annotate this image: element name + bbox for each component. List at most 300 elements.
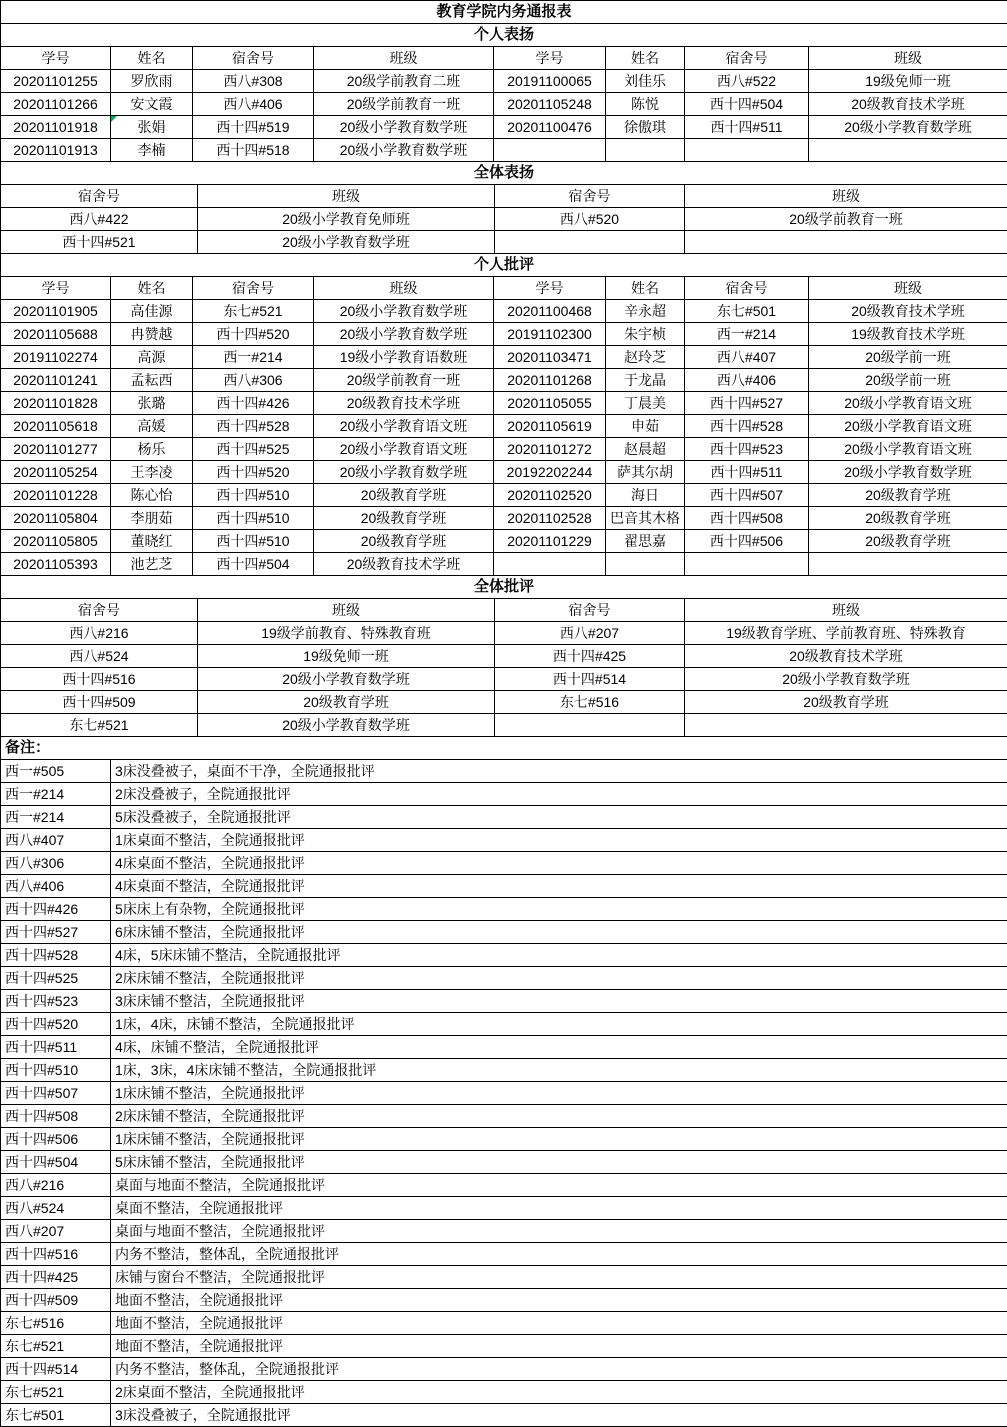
- cell: 地面不整洁，全院通报批评: [111, 1312, 1007, 1335]
- cell: 桌面与地面不整洁，全院通报批评: [111, 1220, 1007, 1243]
- cell: 西十四#523: [1, 990, 111, 1013]
- cell: [809, 139, 1007, 162]
- table-row: [1, 1082, 1007, 1105]
- table-row: [1, 1312, 1007, 1335]
- cell: 西十四#528: [685, 415, 809, 438]
- table-row: [1, 760, 1007, 783]
- cell: 2床桌面不整洁，全院通报批评: [111, 1381, 1007, 1404]
- cell: 西十四#507: [1, 1082, 111, 1105]
- cell: 20201103471: [494, 346, 606, 369]
- cell: 西十四#426: [1, 898, 111, 921]
- table-row: [1, 852, 1007, 875]
- header-cell: 姓名: [111, 277, 193, 300]
- table-row: [1, 668, 1007, 691]
- header-cell: 学号: [494, 277, 606, 300]
- cell: 张娟: [111, 116, 193, 139]
- cell: 20201101228: [1, 484, 111, 507]
- cell: 20级学前教育一班: [314, 93, 494, 116]
- cell: 20201105688: [1, 323, 111, 346]
- header-cell: 姓名: [111, 47, 193, 70]
- cell: 20级小学教育数学班: [809, 116, 1007, 139]
- cell: 罗欣雨: [111, 70, 193, 93]
- table-row: [1, 1220, 1007, 1243]
- cell: 萨其尔胡: [606, 461, 685, 484]
- table-row: [1, 622, 1007, 645]
- cell: 20级学前一班: [809, 369, 1007, 392]
- cell: 西十四#516: [1, 668, 198, 691]
- cell: 6床床铺不整洁，全院通报批评: [111, 921, 1007, 944]
- cell: 西十四#520: [1, 1013, 111, 1036]
- cell: 西十四#518: [193, 139, 314, 162]
- cell: 东七#521: [1, 714, 198, 737]
- cell: 西八#524: [1, 1197, 111, 1220]
- cell: 20级小学教育数学班: [314, 461, 494, 484]
- cell: 20201101229: [494, 530, 606, 553]
- table-row: [1, 645, 1007, 668]
- cell: 西八#216: [1, 622, 198, 645]
- cell: 西十四#508: [685, 507, 809, 530]
- cell: 西十四#511: [1, 1036, 111, 1059]
- cell: 20201102520: [494, 484, 606, 507]
- cell: 20级教育学班: [685, 691, 1007, 714]
- cell: 20191102300: [494, 323, 606, 346]
- cell: 陈悦: [606, 93, 685, 116]
- cell: 20201102528: [494, 507, 606, 530]
- cell: 西十四#509: [1, 1289, 111, 1312]
- table-row: [1, 415, 1007, 438]
- individual-praise-table: [0, 0, 1007, 162]
- cell: 西十四#523: [685, 438, 809, 461]
- cell: 东七#516: [1, 1312, 111, 1335]
- table-row: [1, 1243, 1007, 1266]
- header-cell: 班级: [809, 47, 1007, 70]
- cell: 西十四#511: [685, 461, 809, 484]
- cell: 西十四#528: [1, 944, 111, 967]
- group-criticism-table: [0, 575, 1007, 737]
- cell: 20级学前教育二班: [314, 70, 494, 93]
- table-row: [1, 116, 1007, 139]
- cell: 20级小学教育数学班: [198, 231, 495, 254]
- cell: 20级小学教育语文班: [314, 415, 494, 438]
- cell: 20201105254: [1, 461, 111, 484]
- cell: 3床没叠被子，桌面不干净，全院通报批评: [111, 760, 1007, 783]
- cell: 1床，3床，4床床铺不整洁，全院通报批评: [111, 1059, 1007, 1082]
- cell: [685, 231, 1007, 254]
- cell: 巴音其木格: [606, 507, 685, 530]
- table-row: [1, 990, 1007, 1013]
- table-row: [1, 392, 1007, 415]
- cell: 20201105805: [1, 530, 111, 553]
- cell: 孟耘西: [111, 369, 193, 392]
- table-row: [1, 70, 1007, 93]
- cell: 高源: [111, 346, 193, 369]
- cell: 20级小学教育数学班: [685, 668, 1007, 691]
- table-row: [1, 691, 1007, 714]
- cell: 20级学前教育一班: [685, 208, 1007, 231]
- table-row: [1, 553, 1007, 576]
- cell: 20级教育学班: [809, 484, 1007, 507]
- cell: 20级教育技术学班: [314, 392, 494, 415]
- table-row: [1, 1013, 1007, 1036]
- cell: 东七#501: [685, 300, 809, 323]
- header-cell: 学号: [494, 47, 606, 70]
- table-row: [1, 875, 1007, 898]
- cell: 申茹: [606, 415, 685, 438]
- cell: 20201101913: [1, 139, 111, 162]
- cell: 辛永超: [606, 300, 685, 323]
- cell: 1床床铺不整洁，全院通报批评: [111, 1082, 1007, 1105]
- cell: 20201105248: [494, 93, 606, 116]
- header-cell: 宿舍号: [1, 599, 198, 622]
- cell: 20201100468: [494, 300, 606, 323]
- cell: 西八#207: [495, 622, 685, 645]
- cell: 19级免师一班: [809, 70, 1007, 93]
- cell: 西十四#509: [1, 691, 198, 714]
- cell: 冉赞越: [111, 323, 193, 346]
- cell: 19级教育技术学班: [809, 323, 1007, 346]
- cell: 20级教育技术学班: [685, 645, 1007, 668]
- cell: 内务不整洁，整体乱，全院通报批评: [111, 1358, 1007, 1381]
- cell: 3床没叠被子，全院通报批评: [111, 1404, 1007, 1427]
- cell: 20级小学教育语文班: [809, 392, 1007, 415]
- cell: 20级小学教育语文班: [314, 438, 494, 461]
- cell: 东七#521: [1, 1381, 111, 1404]
- cell: 5床没叠被子，全院通报批评: [111, 806, 1007, 829]
- cell: 西十四#525: [193, 438, 314, 461]
- cell: 西十四#506: [1, 1128, 111, 1151]
- header-cell: 宿舍号: [685, 47, 809, 70]
- section-title-individual-praise: 个人表扬: [1, 24, 1007, 47]
- cell: 19级免师一班: [198, 645, 495, 668]
- cell: [606, 553, 685, 576]
- table-row: [1, 806, 1007, 829]
- cell: 20级教育技术学班: [314, 553, 494, 576]
- header-cell: 班级: [685, 185, 1007, 208]
- cell: 西十四#504: [1, 1151, 111, 1174]
- cell: 20201105619: [494, 415, 606, 438]
- table-row: [1, 1151, 1007, 1174]
- table-row: [1, 231, 1007, 254]
- cell: 西十四#527: [685, 392, 809, 415]
- remarks-table: [0, 736, 1007, 1427]
- table-row: [1, 1404, 1007, 1427]
- table-row: [1, 714, 1007, 737]
- cell: 东七#521: [193, 300, 314, 323]
- cell: 西一#214: [1, 806, 111, 829]
- cell: 徐傲琪: [606, 116, 685, 139]
- cell: 西十四#506: [685, 530, 809, 553]
- cell: 20级小学教育免师班: [198, 208, 495, 231]
- cell: 东七#521: [1, 1335, 111, 1358]
- cell: 20201101266: [1, 93, 111, 116]
- header-row: [1, 599, 1007, 622]
- cell: 西十四#514: [1, 1358, 111, 1381]
- header-cell: 宿舍号: [193, 47, 314, 70]
- table-row: [1, 1128, 1007, 1151]
- cell: 20级教育学班: [314, 530, 494, 553]
- cell: 于龙晶: [606, 369, 685, 392]
- cell: 20级学前一班: [809, 346, 1007, 369]
- cell: [494, 553, 606, 576]
- cell: 东七#501: [1, 1404, 111, 1427]
- table-row: [1, 944, 1007, 967]
- cell: 4床，床铺不整洁，全院通报批评: [111, 1036, 1007, 1059]
- table-row: [1, 369, 1007, 392]
- cell: 西一#214: [193, 346, 314, 369]
- table-row: [1, 921, 1007, 944]
- cell: 1床床铺不整洁，全院通报批评: [111, 1128, 1007, 1151]
- header-cell: 宿舍号: [1, 185, 198, 208]
- cell: 2床床铺不整洁，全院通报批评: [111, 1105, 1007, 1128]
- table-row: [1, 530, 1007, 553]
- table-row: [1, 484, 1007, 507]
- section-row-group-praise: [1, 162, 1007, 185]
- cell: 桌面与地面不整洁，全院通报批评: [111, 1174, 1007, 1197]
- header-cell: 宿舍号: [685, 277, 809, 300]
- cell: 20级教育学班: [809, 530, 1007, 553]
- cell: 1床，4床，床铺不整洁，全院通报批评: [111, 1013, 1007, 1036]
- cell: [685, 714, 1007, 737]
- cell: 20201101918: [1, 116, 111, 139]
- cell: 20级小学教育语文班: [809, 415, 1007, 438]
- cell: 安文霞: [111, 93, 193, 116]
- cell: 杨乐: [111, 438, 193, 461]
- cell: [495, 231, 685, 254]
- section-row-group-criticism: [1, 576, 1007, 599]
- section-row-individual-praise: [1, 24, 1007, 47]
- cell: 内务不整洁，整体乱，全院通报批评: [111, 1243, 1007, 1266]
- cell: 西八#522: [685, 70, 809, 93]
- cell: 西十四#520: [193, 461, 314, 484]
- table-row: [1, 1266, 1007, 1289]
- header-cell: 宿舍号: [495, 185, 685, 208]
- cell: 西八#406: [685, 369, 809, 392]
- header-cell: 宿舍号: [193, 277, 314, 300]
- cell: 西八#407: [1, 829, 111, 852]
- cell: 翟思嘉: [606, 530, 685, 553]
- cell: 20级小学教育数学班: [314, 300, 494, 323]
- cell: 19级学前教育、特殊教育班: [198, 622, 495, 645]
- cell: 20201101272: [494, 438, 606, 461]
- header-cell: 宿舍号: [495, 599, 685, 622]
- table-row: [1, 461, 1007, 484]
- header-row: [1, 185, 1007, 208]
- cell: 李楠: [111, 139, 193, 162]
- header-cell: 姓名: [606, 277, 685, 300]
- header-cell: 姓名: [606, 47, 685, 70]
- cell: 20级教育学班: [198, 691, 495, 714]
- cell: 东七#516: [495, 691, 685, 714]
- cell: 20201101277: [1, 438, 111, 461]
- cell: 刘佳乐: [606, 70, 685, 93]
- cell: [809, 553, 1007, 576]
- cell: [685, 139, 809, 162]
- cell: 地面不整洁，全院通报批评: [111, 1335, 1007, 1358]
- cell: 西十四#521: [1, 231, 198, 254]
- cell: 20191102274: [1, 346, 111, 369]
- cell: 20192202244: [494, 461, 606, 484]
- table-row: [1, 346, 1007, 369]
- cell: [494, 139, 606, 162]
- table-row: [1, 507, 1007, 530]
- cell: 西八#406: [1, 875, 111, 898]
- cell: 20201101905: [1, 300, 111, 323]
- header-cell: 班级: [685, 599, 1007, 622]
- cell: 西十四#510: [193, 530, 314, 553]
- cell: 陈心怡: [111, 484, 193, 507]
- table-row: [1, 1105, 1007, 1128]
- cell: 20级小学教育数学班: [198, 714, 495, 737]
- group-praise-table: [0, 161, 1007, 254]
- cell: 床铺与窗台不整洁，全院通报批评: [111, 1266, 1007, 1289]
- cell: 西十四#507: [685, 484, 809, 507]
- cell: 西十四#425: [1, 1266, 111, 1289]
- cell: 1床桌面不整洁，全院通报批评: [111, 829, 1007, 852]
- cell: 20级小学教育数学班: [314, 139, 494, 162]
- cell: 赵晨超: [606, 438, 685, 461]
- header-row: [1, 277, 1007, 300]
- section-title-group-praise: 全体表扬: [1, 162, 1007, 185]
- table-row: [1, 967, 1007, 990]
- cell: [606, 139, 685, 162]
- table-row: [1, 1036, 1007, 1059]
- cell: 西十四#510: [193, 484, 314, 507]
- cell: 西八#520: [495, 208, 685, 231]
- table-row: [1, 1381, 1007, 1404]
- cell: 西八#407: [685, 346, 809, 369]
- header-cell: 班级: [314, 47, 494, 70]
- cell: 20级教育学班: [314, 484, 494, 507]
- cell: 西八#306: [1, 852, 111, 875]
- table-row: [1, 438, 1007, 461]
- section-row-individual-criticism: [1, 254, 1007, 277]
- cell: [685, 553, 809, 576]
- header-cell: 班级: [198, 599, 495, 622]
- cell: 张璐: [111, 392, 193, 415]
- cell: 西十四#425: [495, 645, 685, 668]
- cell: 西十四#426: [193, 392, 314, 415]
- header-cell: 学号: [1, 277, 111, 300]
- cell: 西十四#527: [1, 921, 111, 944]
- cell: 20201105618: [1, 415, 111, 438]
- table-row: [1, 323, 1007, 346]
- cell: 董晓红: [111, 530, 193, 553]
- table-row: [1, 208, 1007, 231]
- cell: 5床床上有杂物，全院通报批评: [111, 898, 1007, 921]
- cell: 西十四#528: [193, 415, 314, 438]
- remarks-label-row: [1, 737, 1007, 760]
- cell: 20201105804: [1, 507, 111, 530]
- cell: 西十四#508: [1, 1105, 111, 1128]
- cell: 高媛: [111, 415, 193, 438]
- cell: 西八#207: [1, 1220, 111, 1243]
- table-row: [1, 139, 1007, 162]
- cell: 高佳源: [111, 300, 193, 323]
- cell: 19级小学教育语数班: [314, 346, 494, 369]
- cell: 20级教育技术学班: [809, 93, 1007, 116]
- cell: 20级教育技术学班: [809, 300, 1007, 323]
- remarks-label: 备注：: [1, 737, 1007, 760]
- cell: 西十四#511: [685, 116, 809, 139]
- cell: 西一#505: [1, 760, 111, 783]
- cell: 20级小学教育数学班: [198, 668, 495, 691]
- cell: 4床桌面不整洁，全院通报批评: [111, 875, 1007, 898]
- section-title-individual-criticism: 个人批评: [1, 254, 1007, 277]
- table-row: [1, 1335, 1007, 1358]
- cell: 海日: [606, 484, 685, 507]
- cell: 西八#422: [1, 208, 198, 231]
- section-title-group-criticism: 全体批评: [1, 576, 1007, 599]
- cell: 4床，5床床铺不整洁，全院通报批评: [111, 944, 1007, 967]
- cell: 西十四#525: [1, 967, 111, 990]
- cell: 西十四#504: [193, 553, 314, 576]
- cell: 2床床铺不整洁，全院通报批评: [111, 967, 1007, 990]
- table-row: [1, 1197, 1007, 1220]
- cell: 20级学前教育一班: [314, 369, 494, 392]
- table-row: [1, 783, 1007, 806]
- cell: 20201101241: [1, 369, 111, 392]
- cell: 西十四#519: [193, 116, 314, 139]
- cell: 西十四#520: [193, 323, 314, 346]
- cell: 20191100065: [494, 70, 606, 93]
- cell: 20级教育学班: [314, 507, 494, 530]
- cell: 20级小学教育数学班: [314, 323, 494, 346]
- header-row: [1, 47, 1007, 70]
- cell: 西十四#510: [1, 1059, 111, 1082]
- cell: 西八#524: [1, 645, 198, 668]
- cell: 池艺芝: [111, 553, 193, 576]
- cell: 桌面不整洁，全院通报批评: [111, 1197, 1007, 1220]
- individual-criticism-table: [0, 253, 1007, 576]
- cell: 地面不整洁，全院通报批评: [111, 1289, 1007, 1312]
- table-row: [1, 1358, 1007, 1381]
- cell: 西十四#514: [495, 668, 685, 691]
- cell: 李朋茹: [111, 507, 193, 530]
- cell: 3床床铺不整洁，全院通报批评: [111, 990, 1007, 1013]
- cell: 5床床铺不整洁，全院通报批评: [111, 1151, 1007, 1174]
- cell: 20201101268: [494, 369, 606, 392]
- header-cell: 班级: [198, 185, 495, 208]
- table-row: [1, 1289, 1007, 1312]
- table-row: [1, 829, 1007, 852]
- cell: 20级教育学班: [809, 507, 1007, 530]
- cell: 王李凌: [111, 461, 193, 484]
- cell: 20201100476: [494, 116, 606, 139]
- cell: 20201105393: [1, 553, 111, 576]
- cell: 西十四#504: [685, 93, 809, 116]
- cell: 朱宇桢: [606, 323, 685, 346]
- title-row: [1, 1, 1007, 24]
- cell: [495, 714, 685, 737]
- header-cell: 班级: [314, 277, 494, 300]
- cell: 20201101828: [1, 392, 111, 415]
- cell: 4床桌面不整洁，全院通报批评: [111, 852, 1007, 875]
- cell: 赵玲芝: [606, 346, 685, 369]
- table-row: [1, 1174, 1007, 1197]
- cell: 20201105055: [494, 392, 606, 415]
- cell: 西十四#510: [193, 507, 314, 530]
- header-cell: 班级: [809, 277, 1007, 300]
- cell: 20级小学教育数学班: [809, 461, 1007, 484]
- table-row: [1, 898, 1007, 921]
- page-title: 教育学院内务通报表: [1, 1, 1007, 24]
- cell: 西八#308: [193, 70, 314, 93]
- cell: 西一#214: [1, 783, 111, 806]
- cell: 19级教育学班、学前教育班、特殊教育: [685, 622, 1007, 645]
- cell: 20级小学教育数学班: [314, 116, 494, 139]
- cell-error-indicator-icon: [111, 116, 117, 122]
- cell: 西一#214: [685, 323, 809, 346]
